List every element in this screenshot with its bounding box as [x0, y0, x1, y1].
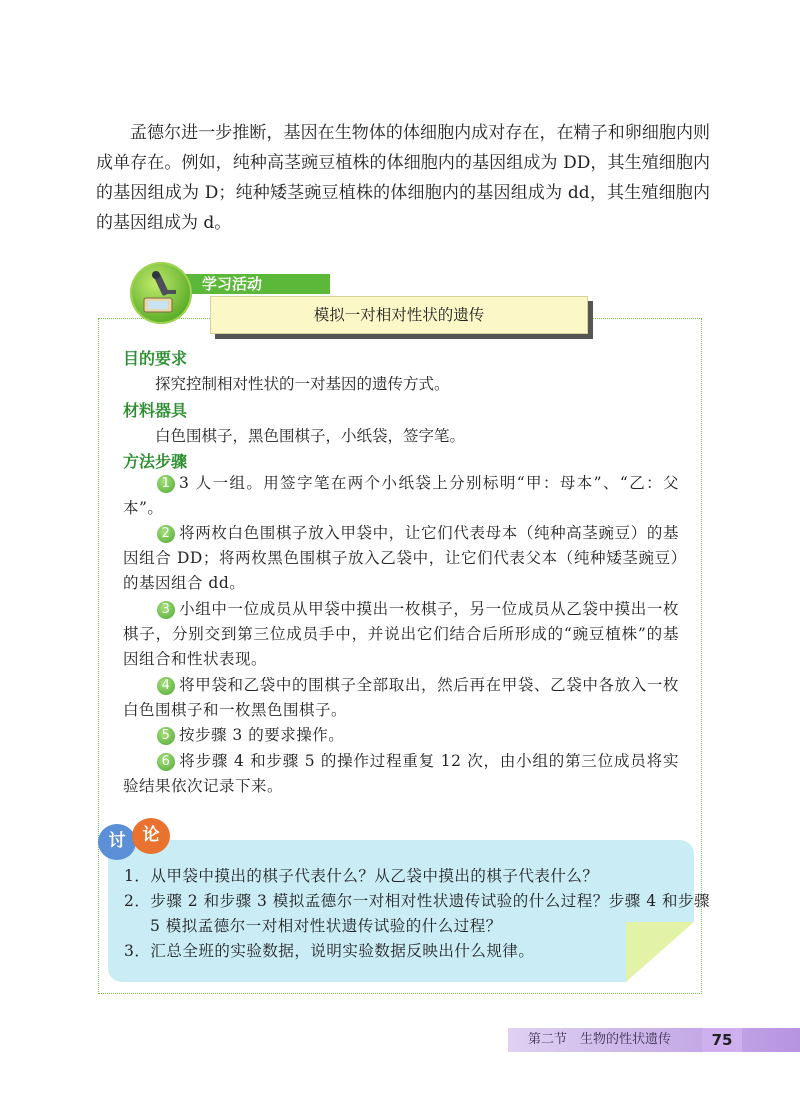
- materials-heading: 材料器具: [123, 401, 188, 420]
- activity-title: 模拟一对相对性状的遗传: [210, 296, 588, 334]
- step-item: [123, 597, 679, 672]
- activity-header: [130, 262, 610, 344]
- discussion-question: 1．从甲袋中摸出的棋子代表什么？从乙袋中摸出的棋子代表什么？: [124, 867, 599, 885]
- step-text: 将甲袋和乙袋中的围棋子全部取出，然后再在甲袋、乙袋中各放入一枚白色围棋子和一枚黑色围棋子。: [123, 676, 679, 719]
- step-number: 2: [157, 525, 175, 543]
- materials-text: 白色围棋子，黑色围棋子，小纸袋，签字笔。: [155, 427, 466, 445]
- step-number: 5: [157, 727, 175, 745]
- page-number: 75: [702, 1028, 742, 1052]
- footer-section-title: 第二节 生物的性状遗传: [528, 1032, 672, 1047]
- step-item: [123, 471, 679, 521]
- step-item: [123, 749, 679, 799]
- step-item: [123, 673, 679, 723]
- method-heading: 方法步骤: [123, 452, 188, 471]
- discussion-badge: [98, 818, 178, 862]
- step-number: 3: [157, 601, 175, 619]
- goal-text: 探究控制相对性状的一对基因的遗传方式。: [155, 375, 450, 393]
- step-text: 小组中一位成员从甲袋中摸出一枚棋子，另一位成员从乙袋中摸出一枚棋子，分别交到第三位成员手中，并说出它们结合后所形成的“豌豆植株”的基因组合和性状表现。: [123, 600, 679, 668]
- step-number: 4: [157, 677, 175, 695]
- activity-label: 学习活动: [184, 274, 330, 294]
- goal-heading: 目的要求: [123, 349, 188, 368]
- discussion-question: 3．汇总全班的实验数据，说明实验数据反映出什么规律。: [124, 942, 535, 960]
- step-item: [123, 521, 679, 596]
- step-number: 1: [157, 475, 175, 493]
- step-text: 将两枚白色围棋子放入甲袋中，让它们代表母本（纯种高茎豌豆）的基因组合 DD；将两枚黑色围棋子放入乙袋中，让它们代表父本（纯种矮茎豌豆）的基因组合 dd。: [123, 524, 679, 592]
- step-text: 按步骤 3 的要求操作。: [179, 726, 345, 744]
- microscope-icon: [130, 262, 192, 324]
- intro-paragraph: 孟德尔进一步推断，基因在生物体的体细胞内成对存在，在精子和卵细胞内则成单存在。例如，纯种高茎豌豆植株的体细胞内的基因组成为 DD，其生殖细胞内的基因组成为 D；纯种矮茎豌豆植株的体细胞内的基因组成为 dd，其生殖细胞内的基因组成为 d。: [96, 123, 710, 233]
- discussion-question: 2．步骤 2 和步骤 3 模拟孟德尔一对相对性状遗传试验的什么过程？步骤 4 和步骤 5 模拟孟德尔一对相对性状遗传试验的什么过程？: [124, 892, 711, 935]
- step-text: 将步骤 4 和步骤 5 的操作过程重复 12 次，由小组的第三位成员将实验结果依次记录下来。: [123, 752, 679, 795]
- step-text: 3 人一组。用签字笔在两个小纸袋上分别标明“甲：母本”、“乙：父本”。: [123, 474, 679, 517]
- discussion-char-2: 论: [132, 818, 170, 854]
- page-footer: [508, 1028, 800, 1052]
- step-item: [123, 723, 679, 748]
- step-number: 6: [157, 753, 175, 771]
- discussion-char-1: 讨: [98, 824, 136, 860]
